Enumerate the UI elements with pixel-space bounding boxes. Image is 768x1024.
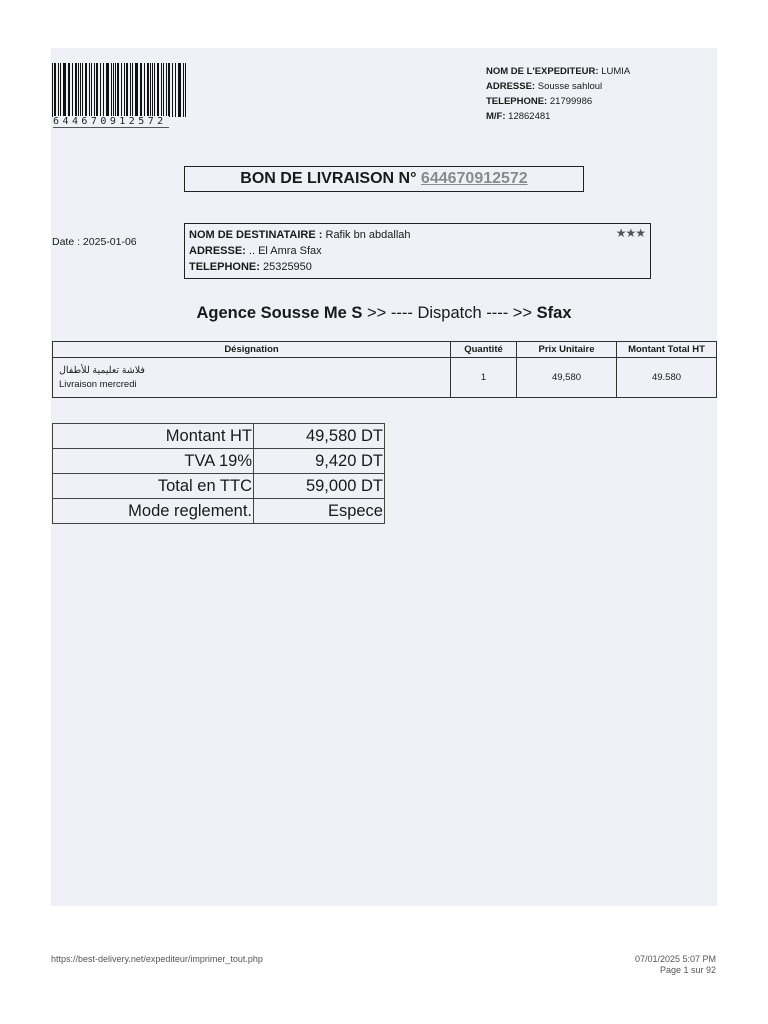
barcode-bar [94, 63, 95, 117]
barcode-bar [52, 63, 53, 117]
barcode-bar [103, 63, 104, 117]
barcode-bar [152, 63, 153, 117]
barcode-bar [147, 63, 149, 117]
sender-mf-value: 12862481 [508, 111, 551, 122]
recipient-name-label: NOM DE DESTINATAIRE : [189, 229, 323, 241]
route-line [51, 304, 717, 323]
barcode-bar [63, 63, 66, 117]
barcode-bar [58, 63, 59, 117]
sender-info [486, 64, 630, 124]
barcode-bar [60, 63, 61, 117]
document-title [184, 166, 584, 192]
document-date: Date : 2025-01-06 [52, 236, 137, 248]
barcode-digits: 644670912572 [53, 116, 167, 127]
footer-meta [635, 954, 716, 976]
barcode-bar [106, 63, 109, 117]
recipient-address-label: ADRESSE: [189, 245, 246, 257]
header-total-ht: Montant Total HT [617, 342, 717, 358]
footer-url: https://best-delivery.net/expediteur/imprimer_tout.php [51, 954, 263, 964]
barcode-bar [161, 63, 162, 117]
recipient-phone-value: 25325950 [262, 261, 312, 273]
totals-row [53, 424, 385, 449]
totals-label: Mode reglement. [53, 499, 254, 524]
barcode-bar [124, 63, 125, 117]
designation-cell [53, 358, 451, 398]
delivery-note-sheet [51, 48, 717, 906]
barcode-bar [80, 63, 81, 117]
barcode-bar [183, 63, 184, 117]
barcode-bar [157, 63, 159, 117]
sender-name-label: NOM DE L'EXPEDITEUR: [486, 66, 599, 77]
barcode-bar [150, 63, 151, 117]
barcode-bar [121, 63, 122, 117]
header-designation: Désignation [53, 342, 451, 358]
barcode-bar [140, 63, 142, 117]
totals-row [53, 449, 385, 474]
barcode-bar [54, 63, 56, 117]
barcode-bar [175, 63, 176, 117]
route-destination: Sfax [536, 304, 572, 322]
barcode-bar [72, 63, 73, 117]
barcode-bar [130, 63, 131, 117]
sender-name-value: LUMIA [601, 66, 631, 77]
title-prefix: BON DE LIVRAISON N° [240, 170, 417, 187]
barcode-bar [113, 63, 114, 117]
totals-table [52, 423, 385, 524]
designation-note: Livraison mercredi [59, 378, 137, 390]
barcode-bar [100, 63, 101, 117]
recipient-box [184, 223, 651, 279]
barcode-bar [163, 63, 164, 117]
items-table [52, 341, 717, 398]
sender-address-label: ADRESSE: [486, 81, 536, 92]
totals-label: Total en TTC [53, 474, 254, 499]
rating-stars-icon: ★★★ [615, 226, 645, 240]
barcode-bar [178, 63, 181, 117]
barcode-bar [85, 63, 87, 117]
recipient-name-value: Rafik bn abdallah [325, 229, 411, 241]
barcode-bar [82, 63, 83, 117]
header-unit-price: Prix Unitaire [517, 342, 617, 358]
barcode-bar [132, 63, 133, 117]
route-middle: >> ---- Dispatch ---- >> [367, 304, 533, 322]
totals-label: TVA 19% [53, 449, 254, 474]
unit-price-cell: 49,580 [517, 358, 617, 398]
barcode-bar [111, 63, 112, 117]
designation-product: فلاشة تعليمية للأطفال [59, 364, 145, 376]
recipient-phone-label: TELEPHONE: [189, 261, 260, 273]
barcode-bar [89, 63, 90, 117]
footer-datetime: 07/01/2025 5:07 PM [634, 954, 716, 964]
barcode-bar [75, 63, 77, 117]
barcode-bar [96, 63, 98, 117]
totals-row [53, 499, 385, 524]
total-ht-cell: 49.580 [617, 358, 717, 398]
totals-value: 59,000 DT [254, 474, 385, 499]
items-header-row [53, 342, 717, 358]
barcode-bar [78, 63, 79, 117]
barcode-bar [68, 63, 70, 117]
header-quantity: Quantité [451, 342, 517, 358]
barcode-bar [172, 63, 173, 117]
table-row [53, 358, 717, 398]
barcode-bars [52, 63, 188, 117]
totals-value: 49,580 DT [254, 424, 385, 449]
totals-label: Montant HT [53, 424, 254, 449]
totals-row [53, 474, 385, 499]
recipient-address-value: .. El Amra Sfax [248, 245, 322, 257]
barcode-bar [126, 63, 128, 117]
barcode-bar [135, 63, 138, 117]
barcode-bar [185, 63, 186, 117]
totals-value: Espece [254, 499, 385, 524]
barcode-bar [166, 63, 167, 117]
delivery-number-link[interactable]: 644670912572 [420, 170, 528, 187]
route-agency: Agence Sousse Me S [196, 304, 363, 322]
barcode-bar [91, 63, 92, 117]
barcode-bar [154, 63, 155, 117]
sender-phone-value: 21799986 [549, 96, 593, 107]
barcode-bar [115, 63, 116, 117]
quantity-cell: 1 [451, 358, 517, 398]
sender-mf-label: M/F: [486, 111, 506, 122]
sender-phone-label: TELEPHONE: [486, 96, 548, 107]
barcode [52, 63, 202, 127]
sender-address-value: Sousse sahloul [537, 81, 603, 92]
totals-value: 9,420 DT [254, 449, 385, 474]
barcode-bar [117, 63, 119, 117]
barcode-bar [168, 63, 170, 117]
barcode-bar [144, 63, 145, 117]
footer-page-number: Page 1 sur 92 [659, 965, 716, 975]
